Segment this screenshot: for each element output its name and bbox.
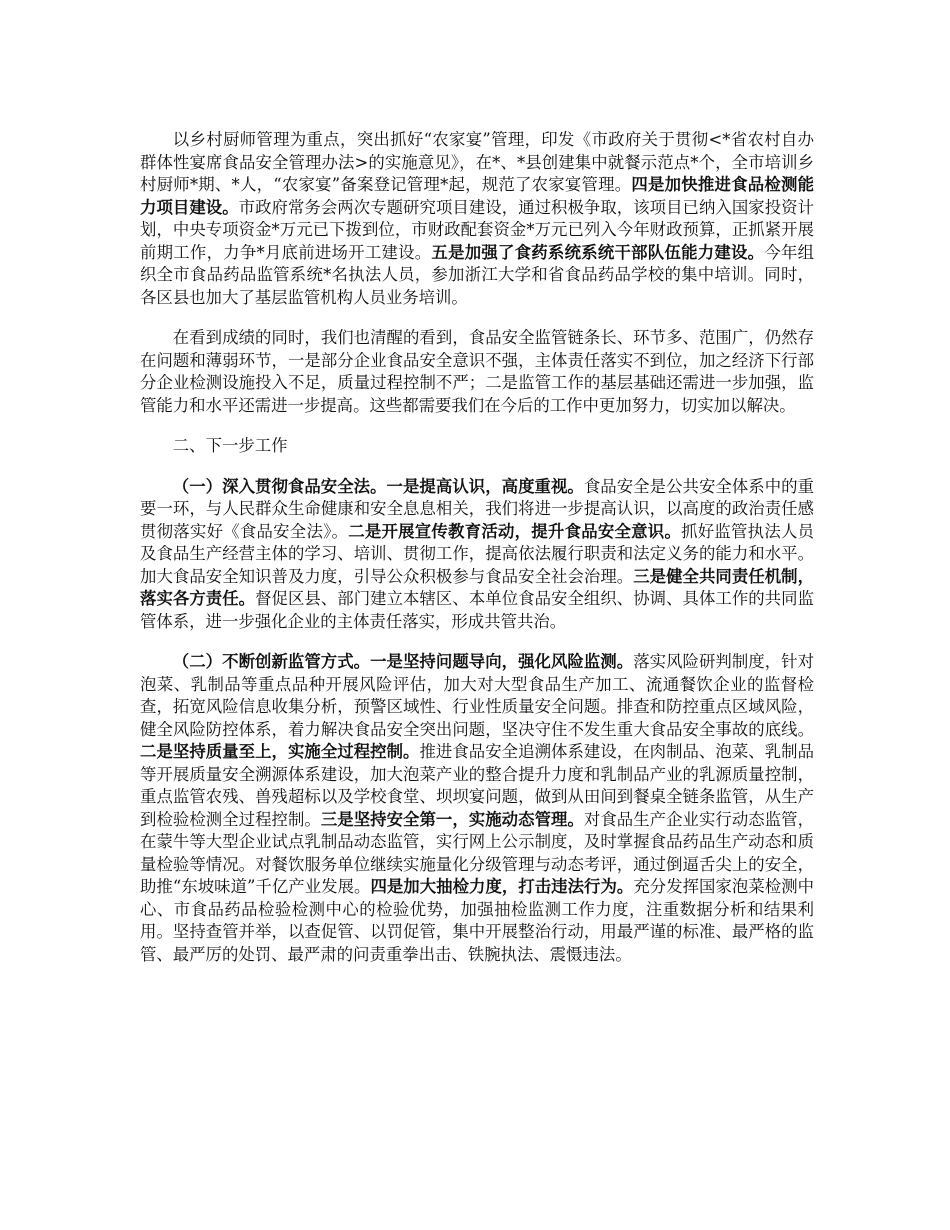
p3-run-4-emphasis: 三是健全共同责任机制，落实各方责任。	[140, 566, 815, 608]
p4-run-1-text: 落实风险研判制度，针对泡菜、乳制品等重点品种开展风险评估，加大对大型食品生产加工、流通餐饮企业的监督检查，拓宽风险信息收集分析，预警区域性、行业性质量安全问题。排查和防控重点区域风险，健全风险防控体系，着力解决食品安全突出问题，坚决守住不发生重大食品安全事故的底线。	[140, 652, 815, 739]
document-body	[140, 129, 814, 966]
section-heading-next-steps: 二、下一步工作	[172, 436, 288, 455]
p4-run-0-emphasis: （二）不断创新监管方式。一是坚持问题导向，强化风险监测。	[172, 652, 634, 671]
p4-run-7-text: 充分发挥国家泡菜检测中心、市食品药品检验检测中心的检验优势，加强抽检监测工作力度，注重数据分析和结果利用。坚持查管并举，以查促管、以罚促管，集中开展整治行动，用最严谨的标准、最严格的监管、最严厉的处罚、最严肃的问责重拳出击、铁腕执法、震慑违法。	[140, 877, 815, 964]
p3-run-0-emphasis: （一）深入贯彻食品安全法。一是提高认识，高度重视。	[172, 476, 584, 496]
p4-run-2-emphasis: 二是坚持质量至上，实施全过程控制。	[140, 742, 420, 761]
paragraph-innovate-supervision	[140, 651, 814, 966]
p3-run-2-emphasis: 二是开展宣传教育活动，提升食品安全意识。	[348, 521, 682, 541]
paragraph-food-safety-law	[140, 476, 814, 634]
p1-run-4-text: 今年组织全市食品药品监管系统*名执法人员，参加浙江大学和省食品药品学校的集中培训。同时，各区县也加大了基层监管机构人员业务培训。	[140, 242, 815, 307]
p4-run-5-text: 对食品生产企业实行动态监管，在蒙牛等大型企业试点乳制品动态监管，实行网上公示制度，及时掌握食品药品生产动态和质量检验等情况。对餐饮服务单位继续实施量化分级管理与动态考评，通过倒逼舌尖上的安全，助推“东坡味道”千亿产业发展。	[140, 809, 815, 896]
p4-run-3-text: 推进食品安全追溯体系建设，在肉制品、泡菜、乳制品等开展质量安全溯源体系建设，加大泡菜产业的整合提升力度和乳制品产业的乳源质量控制，重点监管农残、兽残超标以及学校食堂、坝坝宴问题，做到从田间到餐桌全链条监管，从生产到检验检测全过程控制。	[140, 742, 814, 829]
p4-run-4-emphasis: 三是坚持安全第一，实施动态管理。	[320, 809, 584, 829]
p1-run-0-text: 以乡村厨师管理为重点，突出抓好“农家宴”管理，印发《市政府关于贯彻<*省农村自办群体性宴席食品安全管理办法>的实施意见》，在*、*县创建集中就餐示范点*个，全市培训乡村厨师*期、*人，“农家宴”备案登记管理*起，规范了农家宴管理。	[140, 130, 814, 194]
p3-run-5-text: 督促区县、部门建立本辖区、本单位食品安全组织、协调、具体工作的共同监管体系，进一步强化企业的主体责任落实，形成共管共治。	[140, 589, 815, 631]
p1-run-3-emphasis: 五是加强了食药系统系统干部队伍能力建设。	[431, 242, 765, 262]
p1-run-2-text: 市政府常务会两次专题研究项目建设，通过积极争取，该项目已纳入国家投资计划，中央专项资金*万元已下拨到位，市财政配套资金*万元已列入今年财政预算，正抓紧开展前期工作，力争*月底前进场开工建设。	[140, 197, 815, 262]
paragraph-problems: 在看到成绩的同时，我们也清醒的看到，食品安全监管链条长、环节多、范围广，仍然存在问题和薄弱环节，一是部分企业食品安全意识不强，主体责任落实不到位，加之经济下行部分企业检测设施投入不足，质量过程控制不严；二是监管工作的基层基础还需进一步加强，监管能力和水平还需进一步提高。这些都需要我们在今后的工作中更加努力，切实加以解决。	[140, 328, 814, 415]
p4-run-6-emphasis: 四是加大抽检力度，打击违法行为。	[370, 877, 634, 896]
paragraph-achievements	[140, 129, 814, 309]
p3-run-1-text: 食品安全是公共安全体系中的重要一环，与人民群众生命健康和安全息息相关，我们将进一步提高认识，以高度的政治责任感贯彻落实好《食品安全法》。	[140, 476, 815, 541]
p1-run-1-emphasis: 四是加快推进食品检测能力项目建设。	[140, 175, 815, 217]
p3-run-3-text: 抓好监管执法人员及食品生产经营主体的学习、培训、贯彻工作，提高依法履行职责和法定义务的能力和水平。加大食品安全知识普及力度，引导公众积极参与食品安全社会治理。	[140, 521, 814, 586]
